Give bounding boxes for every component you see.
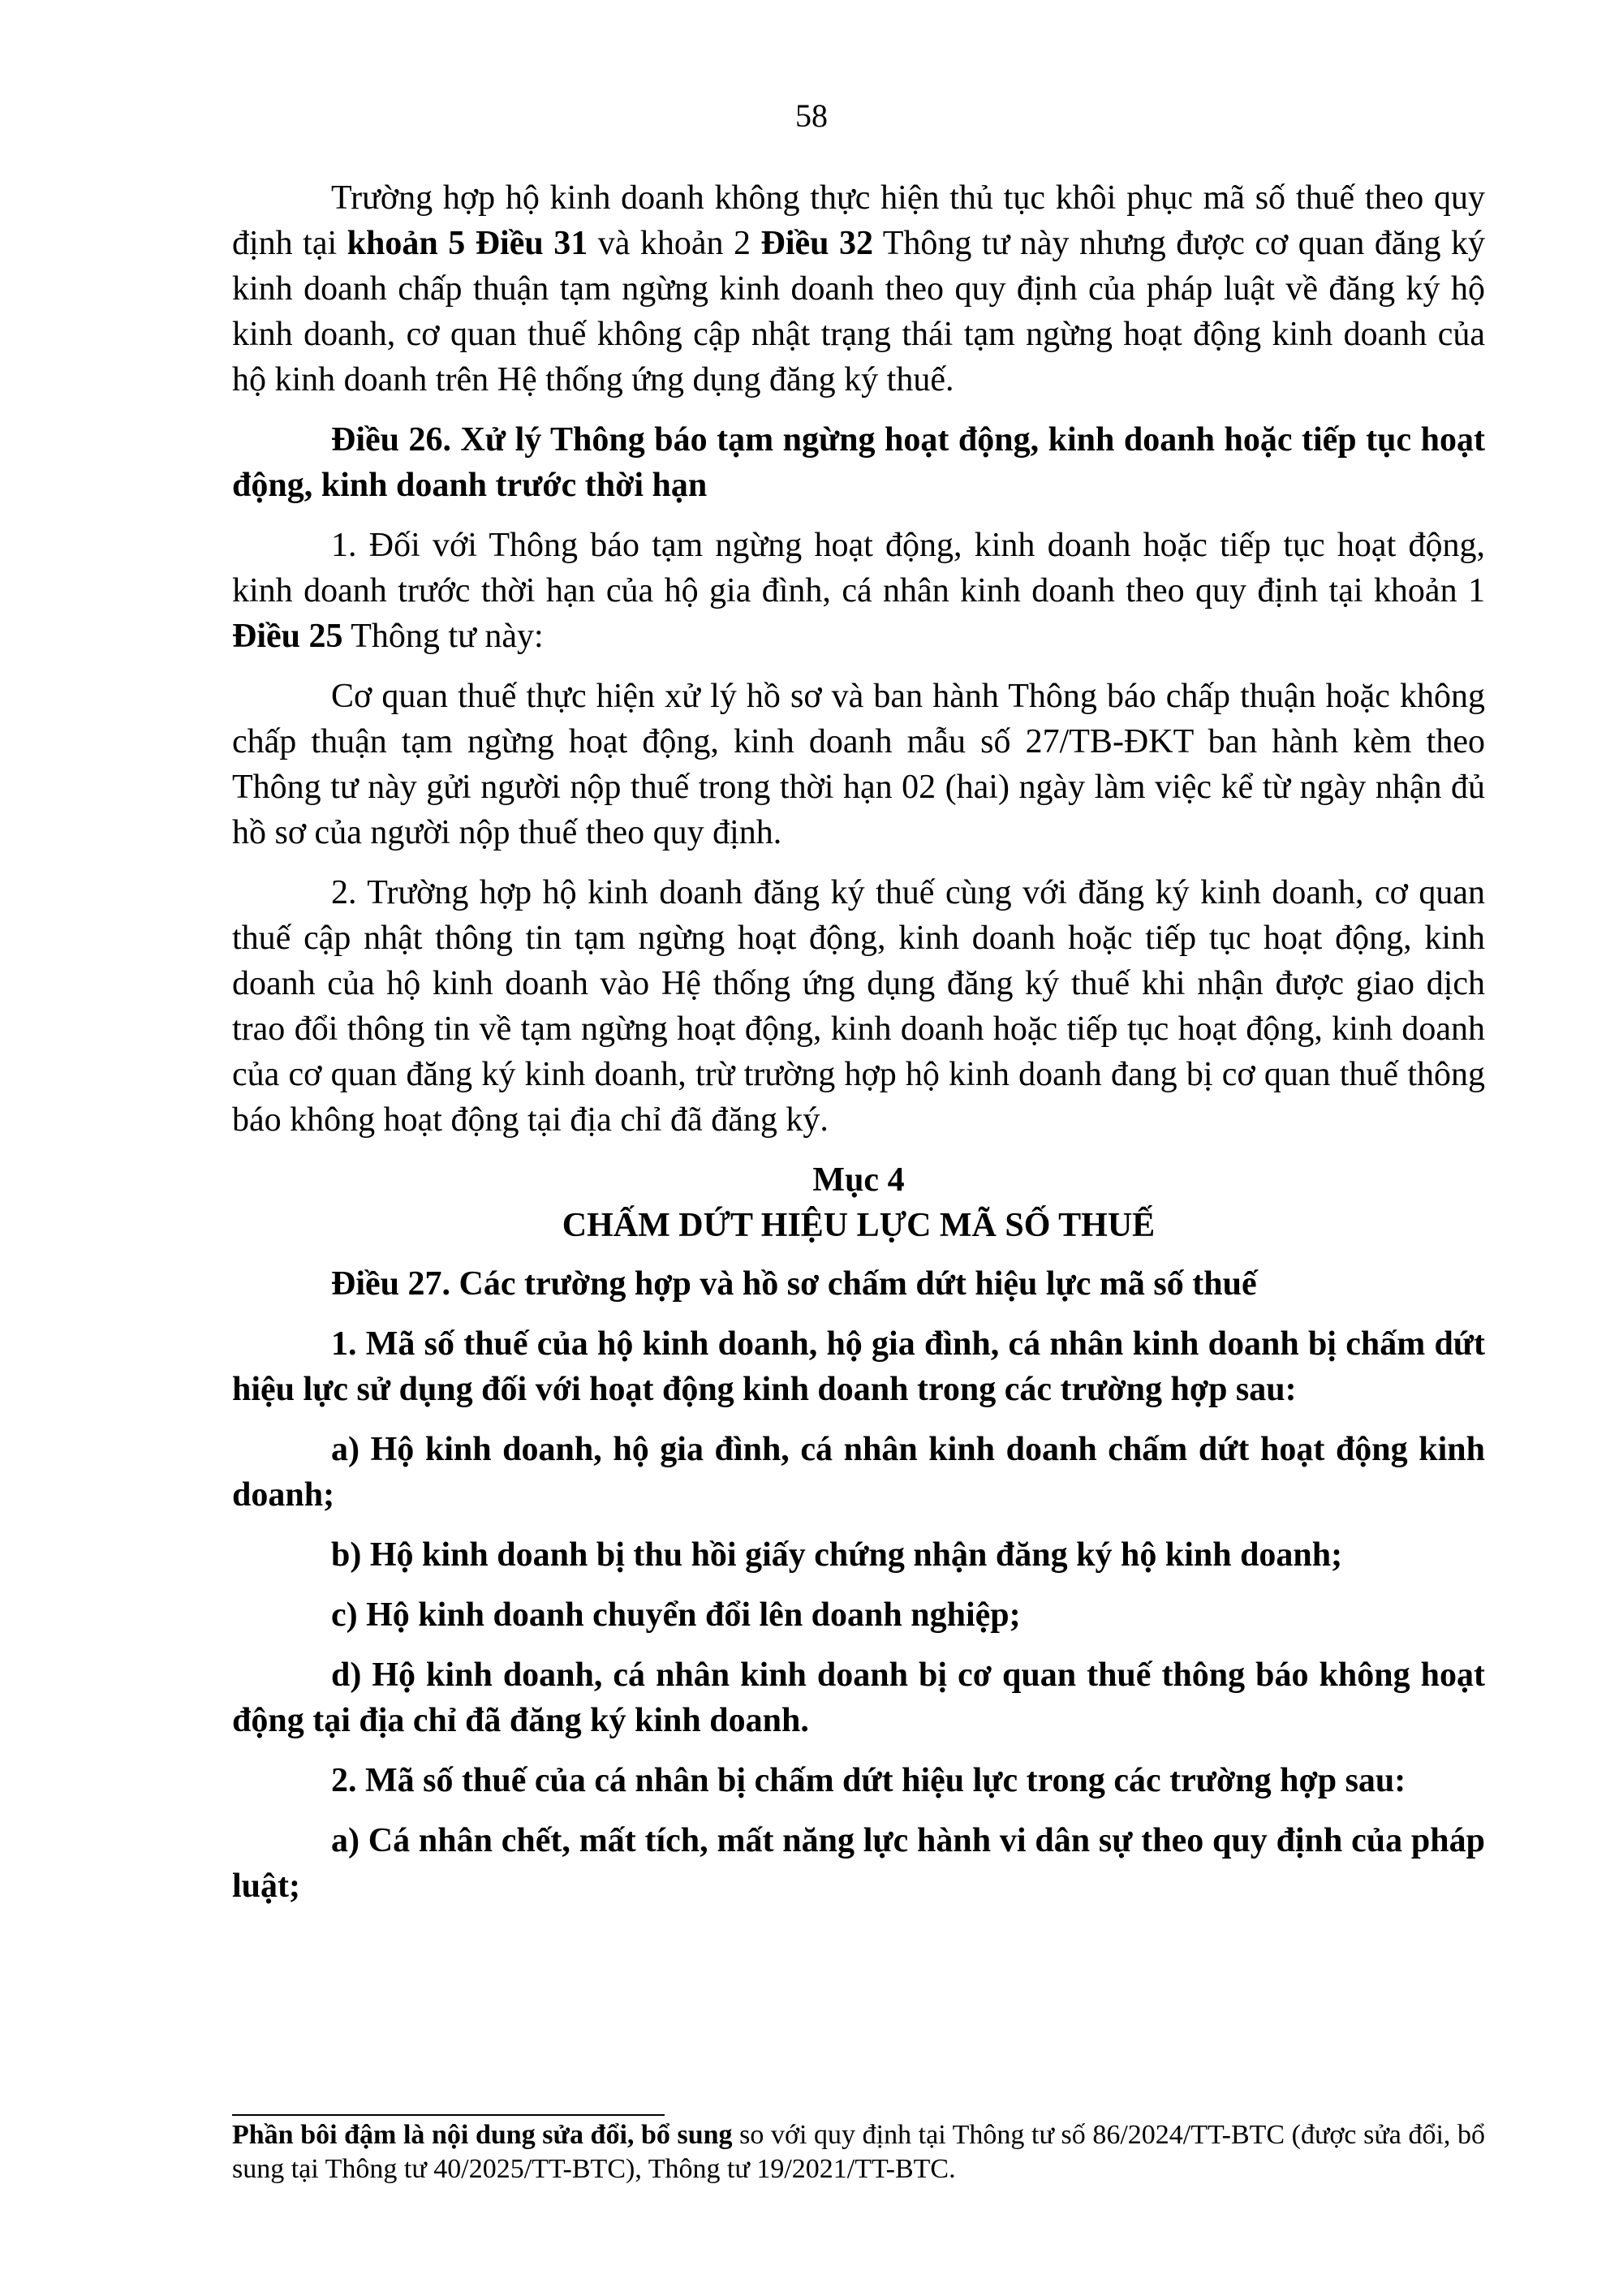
bold-reference: Điều 25 xyxy=(232,618,343,655)
text-run: và khoản 2 xyxy=(588,225,761,262)
article-27-clause-1: 1. Mã số thuế của hộ kinh doanh, hộ gia đình, cá nhân kinh doanh bị chấm dứt hiệu lực sử dụng đối với hoạt động kinh doanh trong các trường hợp sau: xyxy=(232,1325,1485,1408)
article-27-clause-1a: a) Hộ kinh doanh, hộ gia đình, cá nhân kinh doanh chấm dứt hoạt động kinh doanh; xyxy=(232,1431,1485,1514)
article-26-clause-1-body: Cơ quan thuế thực hiện xử lý hồ sơ và ban hành Thông báo chấp thuận hoặc không chấp thuận tạm ngừng hoạt động, kinh doanh mẫu số 27/TB-ĐKT ban hành kèm theo Thông tư này gửi người nộp thuế trong thời hạn 02 (hai) ngày làm việc kể từ ngày nhận đủ hồ sơ của người nộp thuế theo quy định. xyxy=(232,678,1485,851)
paragraph-intro xyxy=(232,175,1485,403)
footnote-bold: Phần bôi đậm là nội dung sửa đổi, bổ sung xyxy=(232,2120,733,2150)
text-run: Thông tư này nhưng được cơ quan đăng ký kinh doanh chấp thuận tạm ngừng kinh doanh theo quy định của pháp luật về đăng ký hộ kinh doanh, cơ quan thuế không cập nhật trạng thái tạm ngừng hoạt động kinh doanh của hộ kinh doanh trên Hệ thống ứng dụng đăng ký thuế. xyxy=(232,225,1485,398)
article-26-clause-1 xyxy=(232,523,1485,659)
article-27-heading: Điều 27. Các trường hợp và hồ sơ chấm dứt hiệu lực mã số thuế xyxy=(331,1265,1257,1303)
footnote-text: so với quy định tại Thông tư số 86/2024/TT-BTC (được sửa đổi, bổ sung tại Thông tư 40/2025/TT-BTC), Thông tư 19/2021/TT-BTC. xyxy=(232,2120,1485,2184)
page-body xyxy=(232,175,1485,1923)
text-run: Thông tư này: xyxy=(342,618,544,655)
article-27-clause-2a: a) Cá nhân chết, mất tích, mất năng lực hành vi dân sự theo quy định của pháp luật; xyxy=(232,1822,1485,1905)
article-27-clause-1c: c) Hộ kinh doanh chuyển đổi lên doanh nghiệp; xyxy=(331,1596,1021,1634)
section-title: CHẤM DỨT HIỆU LỰC MÃ SỐ THUẾ xyxy=(562,1207,1156,1244)
article-27-clause-2: 2. Mã số thuế của cá nhân bị chấm dứt hiệu lực trong các trường hợp sau: xyxy=(331,1762,1406,1799)
text-run: 1. Đối với Thông báo tạm ngừng hoạt động, kinh doanh hoặc tiếp tục hoạt động, kinh doanh trước thời hạn của hộ gia đình, cá nhân kinh doanh theo quy định tại khoản 1 xyxy=(232,527,1485,610)
article-26-clause-2: 2. Trường hợp hộ kinh doanh đăng ký thuế cùng với đăng ký kinh doanh, cơ quan thuế cập nhật thông tin tạm ngừng hoạt động, kinh doanh hoặc tiếp tục hoạt động, kinh doanh của hộ kinh doanh vào Hệ thống ứng dụng đăng ký thuế khi nhận được giao dịch trao đổi thông tin về tạm ngừng hoạt động, kinh doanh hoặc tiếp tục hoạt động, kinh doanh của cơ quan đăng ký kinh doanh, trừ trường hợp hộ kinh doanh đang bị cơ quan thuế thông báo không hoạt động tại địa chỉ đã đăng ký. xyxy=(232,874,1485,1139)
page-number: 58 xyxy=(795,97,828,134)
article-26-heading: Điều 26. Xử lý Thông báo tạm ngừng hoạt động, kinh doanh hoặc tiếp tục hoạt động, kinh doanh trước thời hạn xyxy=(232,421,1485,504)
footnote xyxy=(232,2118,1485,2186)
bold-reference: khoản 5 Điều 31 xyxy=(347,225,588,262)
article-27-clause-1d: d) Hộ kinh doanh, cá nhân kinh doanh bị cơ quan thuế thông báo không hoạt động tại địa chỉ đã đăng ký kinh doanh. xyxy=(232,1656,1485,1739)
text-run: Trường hợp hộ kinh doanh không thực hiện thủ tục khôi phục mã số thuế theo quy định tại xyxy=(232,179,1485,262)
bold-reference: Điều 32 xyxy=(760,225,874,262)
footnote-divider xyxy=(232,2114,665,2116)
article-27-clause-1b: b) Hộ kinh doanh bị thu hồi giấy chứng nhận đăng ký hộ kinh doanh; xyxy=(331,1536,1343,1574)
section-label: Mục 4 xyxy=(812,1161,905,1199)
